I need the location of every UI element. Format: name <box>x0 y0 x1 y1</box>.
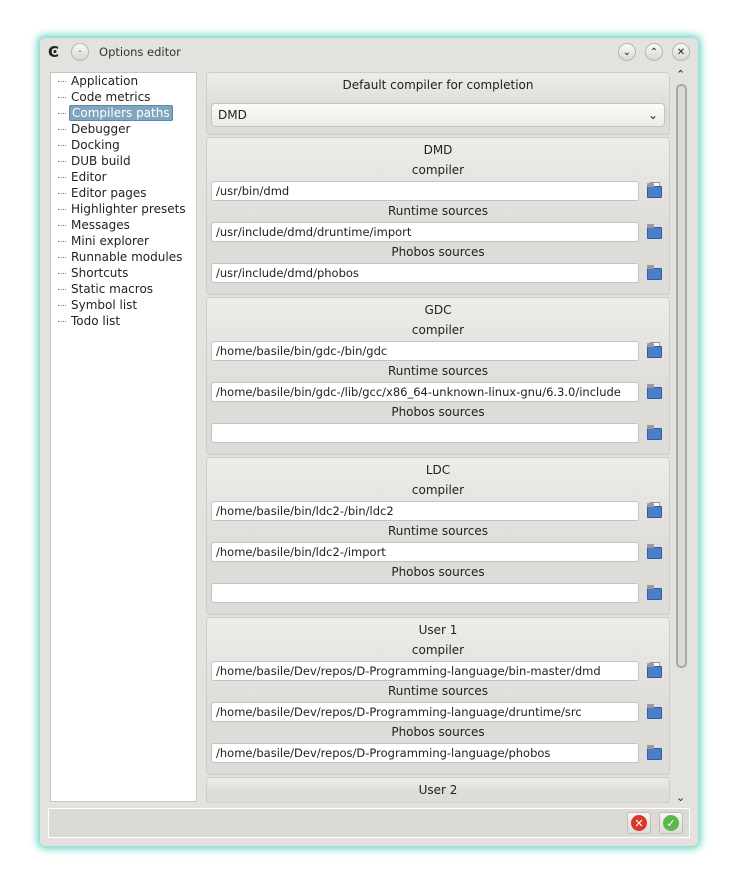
default-compiler-select[interactable] <box>211 103 665 127</box>
folder-icon <box>647 588 662 600</box>
group-title: Default compiler for completion <box>342 78 534 92</box>
cancel-button[interactable] <box>627 812 651 834</box>
browse-button[interactable] <box>644 501 664 521</box>
tree-item[interactable] <box>51 153 196 169</box>
runtime-label: Runtime sources <box>387 684 489 698</box>
phobos-path-input[interactable] <box>211 583 639 603</box>
folder-icon <box>647 547 662 559</box>
compiler-group <box>206 137 670 295</box>
compiler-path-input[interactable]: /home/basile/Dev/repos/D-Programming-language/bin-master/dmd <box>211 661 639 681</box>
compiler-group <box>206 457 670 615</box>
tree-item[interactable] <box>51 265 196 281</box>
tree-item-label: Runnable modules <box>71 250 183 264</box>
runtime-label: Runtime sources <box>387 524 489 538</box>
phobos-label: Phobos sources <box>391 725 485 739</box>
runtime-path-input[interactable]: /home/basile/bin/gdc-/lib/gcc/x86_64-unknown-linux-gnu/6.3.0/include <box>211 382 639 402</box>
default-compiler-group <box>206 72 670 135</box>
folder-icon <box>647 346 662 358</box>
compiler-path-input[interactable]: /usr/bin/dmd <box>211 181 639 201</box>
phobos-label: Phobos sources <box>391 565 485 579</box>
group-title: DMD <box>423 143 453 157</box>
browse-button[interactable] <box>644 341 664 361</box>
browse-button[interactable] <box>644 702 664 722</box>
compiler-path-input[interactable]: /home/basile/bin/ldc2-/bin/ldc2 <box>211 501 639 521</box>
chevron-down-icon: ⌄ <box>647 108 658 122</box>
maximize-button[interactable]: ⌃ <box>645 43 663 61</box>
settings-panel <box>206 72 670 805</box>
runtime-label: Runtime sources <box>387 204 489 218</box>
tree-item-label: DUB build <box>71 154 131 168</box>
group-title: LDC <box>425 463 451 477</box>
browse-button[interactable] <box>644 542 664 562</box>
folder-icon <box>647 666 662 678</box>
close-button[interactable]: ✕ <box>672 43 690 61</box>
compiler-label: compiler <box>411 643 465 657</box>
tree-item-label: Debugger <box>71 122 131 136</box>
ok-button[interactable] <box>659 812 683 834</box>
browse-button[interactable] <box>644 661 664 681</box>
tree-item-label: Compilers paths <box>69 105 173 121</box>
runtime-path-input[interactable]: /home/basile/Dev/repos/D-Programming-language/druntime/src <box>211 702 639 722</box>
folder-icon <box>647 707 662 719</box>
tree-item[interactable] <box>51 217 196 233</box>
tree-item-label: Editor pages <box>71 186 147 200</box>
tree-item-label: Highlighter presets <box>71 202 186 216</box>
phobos-path-input[interactable]: /usr/include/dmd/phobos <box>211 263 639 283</box>
compiler-group <box>206 777 670 803</box>
browse-button[interactable] <box>644 743 664 763</box>
category-tree <box>50 72 197 802</box>
check-icon: ✓ <box>663 815 679 831</box>
minimize-button[interactable]: ⌄ <box>618 43 636 61</box>
browse-button[interactable] <box>644 263 664 283</box>
window-menu-button[interactable]: · <box>71 43 89 61</box>
tree-item-label: Code metrics <box>71 90 151 104</box>
scroll-up-icon[interactable]: ⌃ <box>676 68 686 81</box>
phobos-label: Phobos sources <box>391 405 485 419</box>
tree-item-label: Mini explorer <box>71 234 149 248</box>
folder-icon <box>647 227 662 239</box>
compiler-label: compiler <box>411 323 465 337</box>
tree-item-label: Application <box>71 74 139 88</box>
phobos-path-input[interactable] <box>211 423 639 443</box>
tree-item-label: Messages <box>71 218 130 232</box>
status-bar <box>48 808 690 838</box>
compiler-label: compiler <box>411 163 465 177</box>
tree-item-label: Editor <box>71 170 107 184</box>
tree-item[interactable] <box>51 233 196 249</box>
tree-item-label: Shortcuts <box>71 266 129 280</box>
tree-item[interactable] <box>51 281 196 297</box>
compiler-group <box>206 297 670 455</box>
tree-item[interactable] <box>51 105 196 121</box>
browse-button[interactable] <box>644 583 664 603</box>
browse-button[interactable] <box>644 382 664 402</box>
compiler-label: compiler <box>411 483 465 497</box>
tree-item[interactable] <box>51 313 196 329</box>
cancel-icon: ✕ <box>631 815 647 831</box>
tree-item[interactable] <box>51 89 196 105</box>
tree-item[interactable] <box>51 169 196 185</box>
folder-icon <box>647 387 662 399</box>
group-title: User 2 <box>418 783 458 797</box>
tree-item[interactable] <box>51 121 196 137</box>
tree-item-label: Todo list <box>71 314 121 328</box>
tree-item-label: Symbol list <box>71 298 138 312</box>
group-title: User 1 <box>418 623 458 637</box>
folder-icon <box>647 268 662 280</box>
vertical-scrollbar[interactable] <box>672 70 690 804</box>
app-logo-icon: Ͼ <box>48 43 60 61</box>
window-title: Options editor <box>99 45 181 59</box>
runtime-path-input[interactable]: /usr/include/dmd/druntime/import <box>211 222 639 242</box>
tree-item[interactable] <box>51 137 196 153</box>
select-value: DMD <box>218 108 247 122</box>
folder-icon <box>647 506 662 518</box>
browse-button[interactable] <box>644 181 664 201</box>
compiler-path-input[interactable]: /home/basile/bin/gdc-/bin/gdc <box>211 341 639 361</box>
tree-item[interactable] <box>51 297 196 313</box>
tree-item[interactable] <box>51 185 196 201</box>
folder-icon <box>647 748 662 760</box>
tree-item-label: Docking <box>71 138 120 152</box>
group-title: GDC <box>424 303 452 317</box>
tree-item[interactable] <box>51 249 196 265</box>
options-editor-window <box>40 38 698 846</box>
phobos-label: Phobos sources <box>391 245 485 259</box>
tree-item[interactable] <box>51 201 196 217</box>
compiler-group <box>206 617 670 775</box>
tree-item-label: Static macros <box>71 282 154 296</box>
title-bar <box>40 38 698 66</box>
folder-icon <box>647 428 662 440</box>
phobos-path-input[interactable]: /home/basile/Dev/repos/D-Programming-language/phobos <box>211 743 639 763</box>
runtime-path-input[interactable]: /home/basile/bin/ldc2-/import <box>211 542 639 562</box>
browse-button[interactable] <box>644 423 664 443</box>
scroll-down-icon[interactable]: ⌄ <box>676 791 686 804</box>
runtime-label: Runtime sources <box>387 364 489 378</box>
folder-icon <box>647 186 662 198</box>
tree-item[interactable] <box>51 73 196 89</box>
scrollbar-thumb[interactable] <box>676 84 687 668</box>
browse-button[interactable] <box>644 222 664 242</box>
